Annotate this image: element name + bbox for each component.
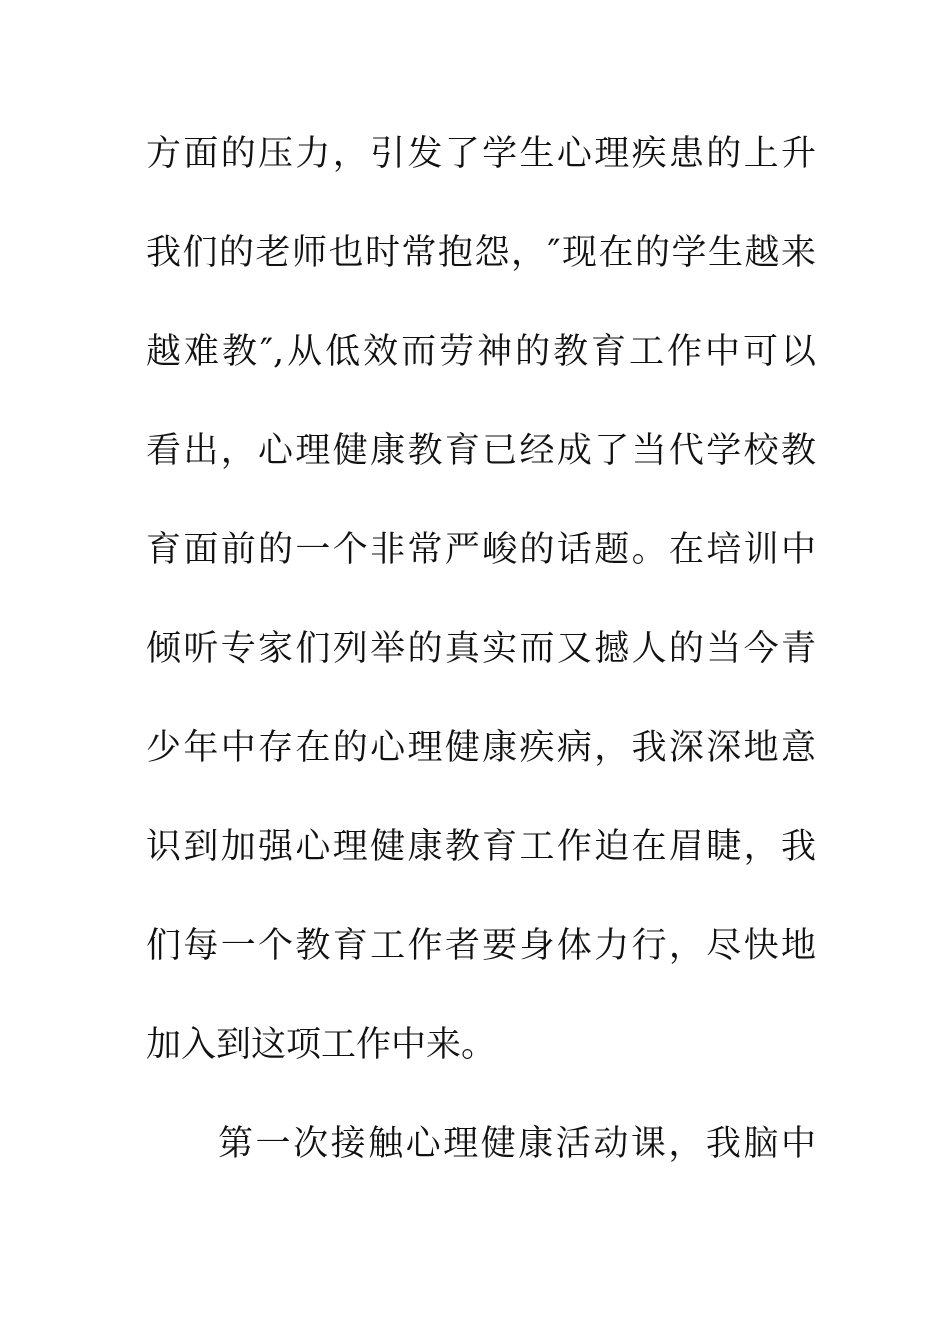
text-line: 识到加强心理健康教育工作迫在眉睫，我: [146, 827, 816, 867]
text-line: 育面前的一个非常严峻的话题。在培训中: [146, 530, 816, 570]
text-line: 我们的老师也时常抱怨，″现在的学生越来: [146, 233, 816, 273]
text-line: 们每一个教育工作者要身体力行，尽快地: [146, 926, 816, 966]
body-text: [146, 124, 816, 1213]
text-line: 方面的压力，引发了学生心理疾患的上升: [146, 134, 816, 174]
text-line: 越难教″,从低效而劳神的教育工作中可以: [146, 332, 816, 372]
text-line: 看出，心理健康教育已经成了当代学校教: [146, 431, 816, 471]
text-line: 倾听专家们列举的真实而又撼人的当今青: [146, 629, 816, 669]
text-line: 少年中存在的心理健康疾病，我深深地意: [146, 728, 816, 768]
paragraph-start-line: 第一次接触心理健康活动课，我脑中: [218, 1124, 816, 1164]
text-line-last: 加入到这项工作中来。: [146, 1025, 497, 1065]
